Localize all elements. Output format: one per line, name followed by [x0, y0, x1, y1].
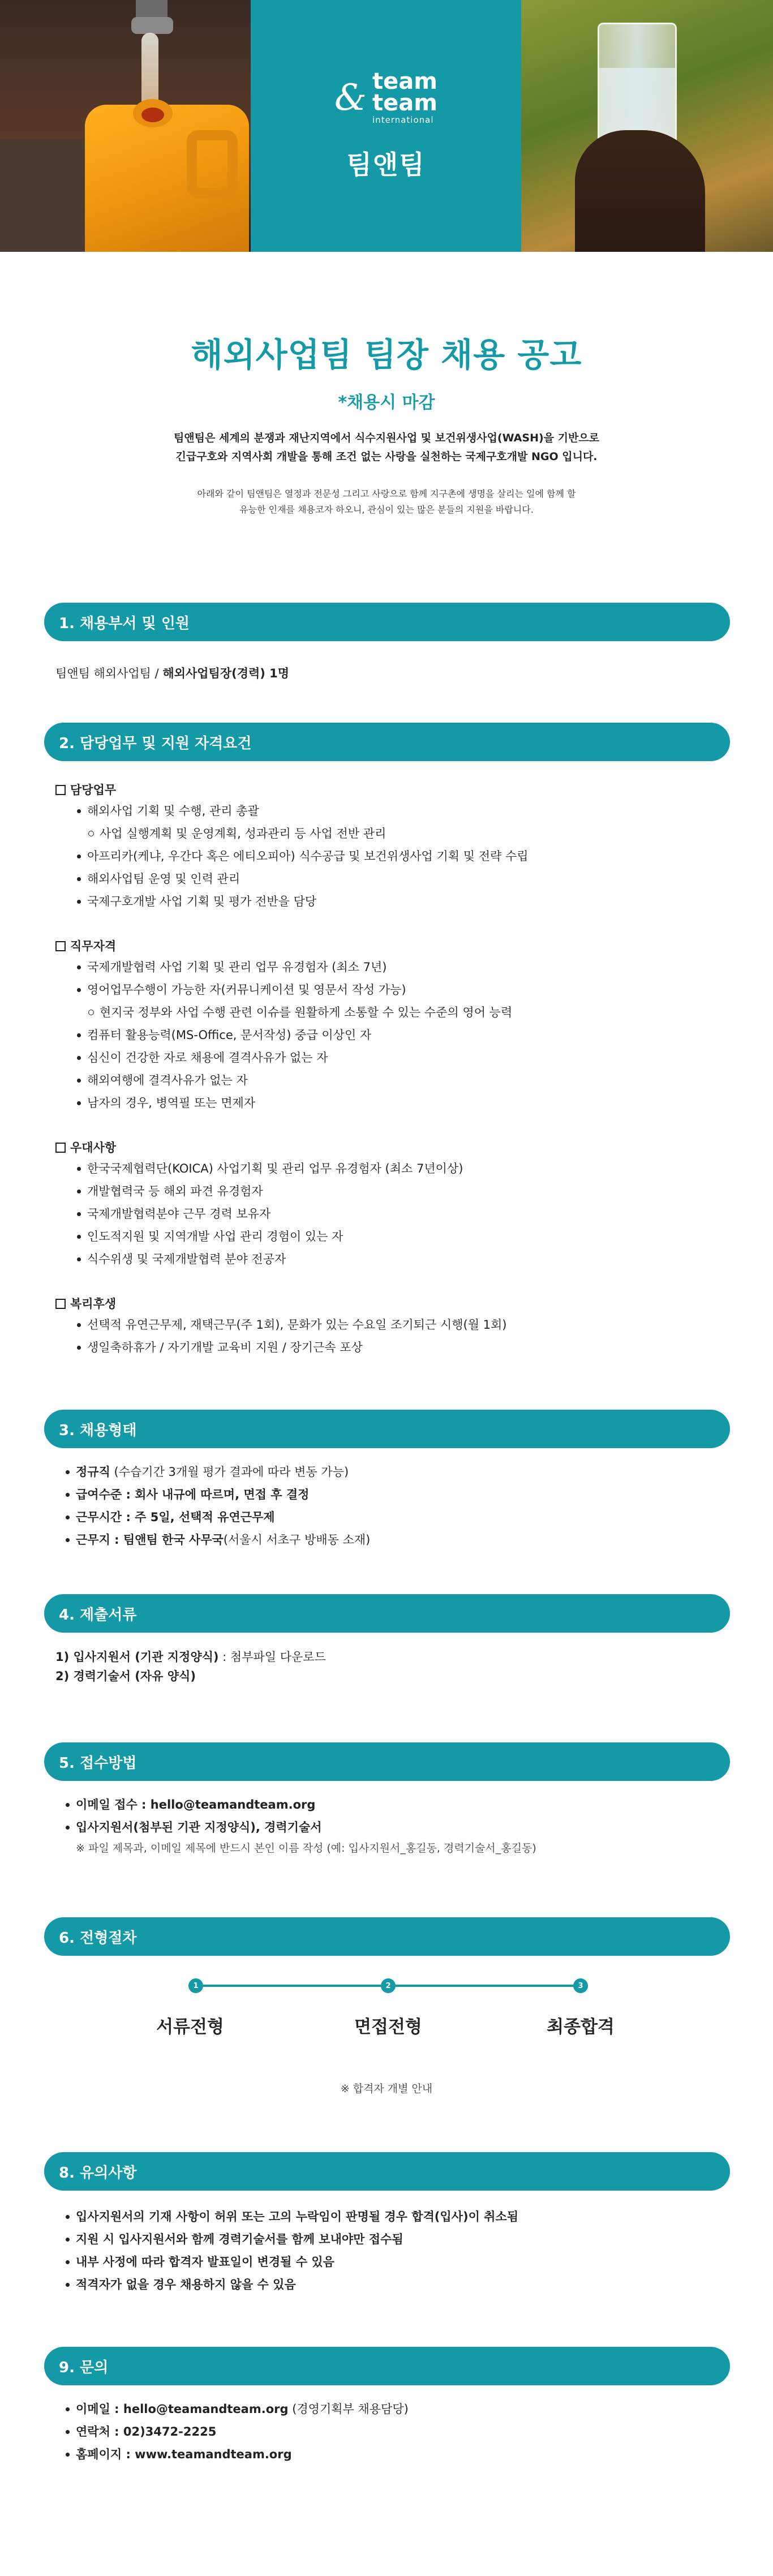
- list-item: 해외여행에 결격사유가 없는 자: [77, 1069, 729, 1092]
- list-item: [66, 2443, 729, 2466]
- contact-list: [66, 2398, 729, 2466]
- department-line: [55, 664, 729, 683]
- duties-sublist: [88, 822, 729, 845]
- qualifications-title-text: 직무자격: [70, 939, 117, 953]
- list-item: [66, 1506, 729, 1529]
- list-item: 국제구호개발 사업 기획 및 평가 전반을 담당: [77, 890, 729, 913]
- deadline-note: *채용시 마감: [338, 393, 435, 413]
- intro-text: [0, 486, 773, 518]
- list-item: [66, 2420, 729, 2443]
- intro-bold: [0, 429, 773, 466]
- employment-type: 정규직: [76, 1465, 110, 1479]
- section-employment-type: [44, 1410, 729, 1551]
- intro-line: 유능한 인재를 채용코자 하오니, 관심이 있는 많은 분들의 지원을 바랍니다.: [239, 504, 534, 515]
- section-body: [44, 1633, 729, 1686]
- list-item: 인도적지원 및 지역개발 사업 관리 경험이 있는 자: [77, 1225, 729, 1248]
- step-number: 2: [381, 1978, 396, 1993]
- qualifications-group: [55, 937, 729, 1114]
- list-item: 국제개발협력분야 근무 경력 보유자: [77, 1203, 729, 1225]
- jerrycan-opening: [141, 108, 164, 122]
- list-item: [66, 1793, 729, 1816]
- qualifications-list: [77, 956, 729, 1001]
- list-item: 개발협력국 등 해외 파견 유경험자: [77, 1180, 729, 1203]
- document-application: 1) 입사지원서 (기관 지정양식): [55, 1650, 219, 1664]
- list-item: 심신이 건강한 자로 채용에 결격사유가 없는 자: [77, 1046, 729, 1069]
- logo-panel: [251, 0, 521, 252]
- team-and-team-logo: [334, 68, 437, 125]
- step-label: 서류전형: [156, 2017, 224, 2037]
- document-item: [55, 1647, 729, 1667]
- duties-group: [55, 780, 729, 913]
- list-item: 남자의 경우, 병역필 또는 면제자: [77, 1092, 729, 1114]
- logo-ampersand: &: [334, 76, 367, 119]
- jerrycan-handle: [187, 130, 238, 198]
- section-body: [44, 761, 729, 1359]
- section-documents: [44, 1594, 729, 1686]
- application-list: [66, 1793, 729, 1839]
- work-location-address: (서울시 서초구 방배동 소재): [223, 1533, 371, 1547]
- notice-list: [66, 2205, 729, 2296]
- section-body: [44, 2191, 729, 2296]
- list-subitem: 사업 실행계획 및 운영계획, 성과관리 등 사업 전반 관리: [88, 822, 729, 845]
- list-item: 국제개발협력 사업 기획 및 관리 업무 유경험자 (최소 7년): [77, 956, 729, 978]
- contact-email-note: (경영기획부 채용담당): [288, 2402, 409, 2416]
- list-item: [66, 1529, 729, 1551]
- header-banner: [0, 0, 773, 252]
- section-header: 3. 채용형태: [44, 1410, 730, 1448]
- section-body: [44, 641, 729, 683]
- logo-korean-name: 팀앤팀: [346, 149, 426, 180]
- photo-water-tap: [0, 0, 251, 252]
- section-body: [44, 1781, 729, 1858]
- section-header: 2. 담당업무 및 지원 자격요건: [44, 723, 730, 761]
- welfare-title-text: 복리후생: [70, 1297, 117, 1311]
- section-application-method: [44, 1742, 729, 1858]
- intro-line: 아래와 같이 팀앤팀은 열정과 전문성 그리고 사랑으로 함께 지구촌에 생명을 살리는 일에 함께 할: [197, 488, 576, 499]
- section-header: 5. 접수방법: [44, 1742, 730, 1781]
- duties-list: [77, 845, 729, 913]
- list-item: 영어업무수행이 가능한 자(커뮤니케이션 및 영문서 작성 가능): [77, 978, 729, 1001]
- logo-subtitle: international: [372, 114, 434, 125]
- page-title: 해외사업팀 팀장 채용 공고: [191, 336, 582, 374]
- section-body: [44, 1448, 729, 1551]
- employment-list: [66, 1461, 729, 1551]
- list-item: [66, 2398, 729, 2420]
- application-email[interactable]: 이메일 접수 : hello@teamandteam.org: [76, 1798, 316, 1811]
- checkbox-square-icon: [55, 1299, 66, 1309]
- process-note: ※ 합격자 개별 안내: [340, 2083, 433, 2095]
- section-header: 8. 유의사항: [44, 2152, 730, 2191]
- welfare-title: [55, 1294, 729, 1313]
- list-item: 한국국제협력단(KOICA) 사업기획 및 관리 업무 유경험자 (최소 7년이상): [77, 1157, 729, 1180]
- list-item: [66, 1816, 729, 1839]
- preferences-list: [77, 1157, 729, 1270]
- section-duties-qualifications: [44, 723, 729, 1359]
- logo-word-top: team: [372, 68, 437, 95]
- work-hours: 근무시간 : 주 5일, 선택적 유연근무제: [76, 1510, 275, 1524]
- position-name: 해외사업팀장(경력) 1명: [162, 667, 290, 680]
- salary-info: 급여수준 : 회사 내규에 따르며, 면접 후 결정: [76, 1488, 310, 1501]
- list-item: 생일축하휴가 / 자기개발 교육비 지원 / 장기근속 포상: [77, 1336, 729, 1359]
- list-item: 아프리카(케냐, 우간다 혹은 에티오피아) 식수공급 및 보건위생사업 기획 및 전략 수립: [77, 845, 729, 868]
- duties-title-text: 담당업무: [70, 783, 117, 797]
- section-contact: [44, 2347, 729, 2466]
- section-body: [44, 2385, 729, 2466]
- section-process: [44, 1917, 729, 2096]
- duties-title: [55, 780, 729, 800]
- list-item: 지원 시 입사지원서와 함께 경력기술서를 함께 보내야만 접수됨: [66, 2228, 729, 2251]
- list-subitem: 현지국 정부와 사업 수행 관련 이슈를 원활하게 소통할 수 있는 수준의 영어 능력: [88, 1001, 729, 1024]
- welfare-group: [55, 1294, 729, 1359]
- list-item: 식수위생 및 국제개발협력 분야 전공자: [77, 1248, 729, 1270]
- process-steps: [44, 1978, 730, 2075]
- list-item: [66, 1483, 729, 1506]
- list-item: 입사지원서의 기재 사항이 허위 또는 고의 누락임이 판명될 경우 합격(입사)이 취소됨: [66, 2205, 729, 2228]
- photo-ground: [0, 139, 85, 252]
- hand: [575, 130, 705, 252]
- content: [0, 518, 773, 2500]
- list-item: 해외사업팀 운영 및 인력 관리: [77, 868, 729, 890]
- qualifications-sublist: [88, 1001, 729, 1024]
- logo-word-bottom: team: [372, 89, 437, 116]
- duties-list: [77, 800, 729, 822]
- intro-bold-line: 팀앤팀은 세계의 분쟁과 재난지역에서 식수지원사업 및 보건위생사업(WASH)을 기반으로: [173, 432, 600, 444]
- contact-homepage[interactable]: 홈페이지 : www.teamandteam.org: [76, 2448, 292, 2461]
- list-item: 내부 사정에 따라 합격자 발표일이 변경될 수 있음: [66, 2251, 729, 2273]
- list-item: 해외사업 기획 및 수행, 관리 총괄: [77, 800, 729, 822]
- contact-phone[interactable]: 연락처 : 02)3472-2225: [76, 2425, 217, 2438]
- section-header: 4. 제출서류: [44, 1594, 730, 1633]
- title-area: [0, 252, 773, 518]
- checkbox-square-icon: [55, 1143, 66, 1153]
- application-documents: 입사지원서(첨부된 기관 지정양식), 경력기술서: [76, 1821, 322, 1834]
- welfare-list: [77, 1313, 729, 1359]
- employment-type-note: (수습기간 3개월 평가 결과에 따라 변동 가능): [110, 1465, 349, 1479]
- checkbox-square-icon: [55, 785, 66, 795]
- list-item: 컴퓨터 활용능력(MS-Office, 문서작성) 중급 이상인 자: [77, 1024, 729, 1046]
- preferences-group: [55, 1138, 729, 1270]
- contact-email[interactable]: 이메일 : hello@teamandteam.org: [76, 2402, 289, 2416]
- list-item: [66, 1461, 729, 1483]
- application-note: ※ 파일 제목과, 이메일 제목에 반드시 본인 이름 작성 (예: 입사지원서_홍길동, 경력기술서_홍길동): [76, 1842, 536, 1854]
- document-item: [55, 1667, 729, 1686]
- department-name: 팀앤팀 해외사업팀 /: [55, 667, 163, 680]
- attachment-download-link[interactable]: : 첨부파일 다운로드: [218, 1650, 326, 1664]
- tap-head: [131, 17, 173, 34]
- step-label: 최종합격: [547, 2017, 615, 2037]
- step-label: 면접전형: [354, 2017, 422, 2037]
- preferences-title: [55, 1138, 729, 1157]
- qualifications-title: [55, 937, 729, 956]
- qualifications-list: [77, 1024, 729, 1114]
- list-item: 선택적 유연근무제, 재택근무(주 1회), 문화가 있는 수요일 조기퇴근 시행(월 1회): [77, 1313, 729, 1336]
- section-notice: [44, 2152, 729, 2296]
- section-header: 1. 채용부서 및 인원: [44, 603, 730, 641]
- checkbox-square-icon: [55, 941, 66, 951]
- step-number: 3: [573, 1978, 588, 1993]
- step-number: 1: [188, 1978, 203, 1993]
- section-header: 9. 문의: [44, 2347, 730, 2385]
- section-header: 6. 전형절차: [44, 1917, 730, 1956]
- intro-bold-line: 긴급구호와 지역사회 개발을 통해 조건 없는 사랑을 실천하는 국제구호개발 NGO 입니다.: [175, 450, 598, 463]
- photo-hand-glass: [521, 0, 773, 252]
- document-career: 2) 경력기술서 (자유 양식): [55, 1669, 196, 1683]
- list-item: 적격자가 없을 경우 채용하지 않을 수 있음: [66, 2273, 729, 2296]
- preferences-title-text: 우대사항: [70, 1141, 117, 1154]
- section-department: [44, 603, 729, 683]
- work-location: 근무지 : 팀앤팀 한국 사무국: [76, 1533, 224, 1547]
